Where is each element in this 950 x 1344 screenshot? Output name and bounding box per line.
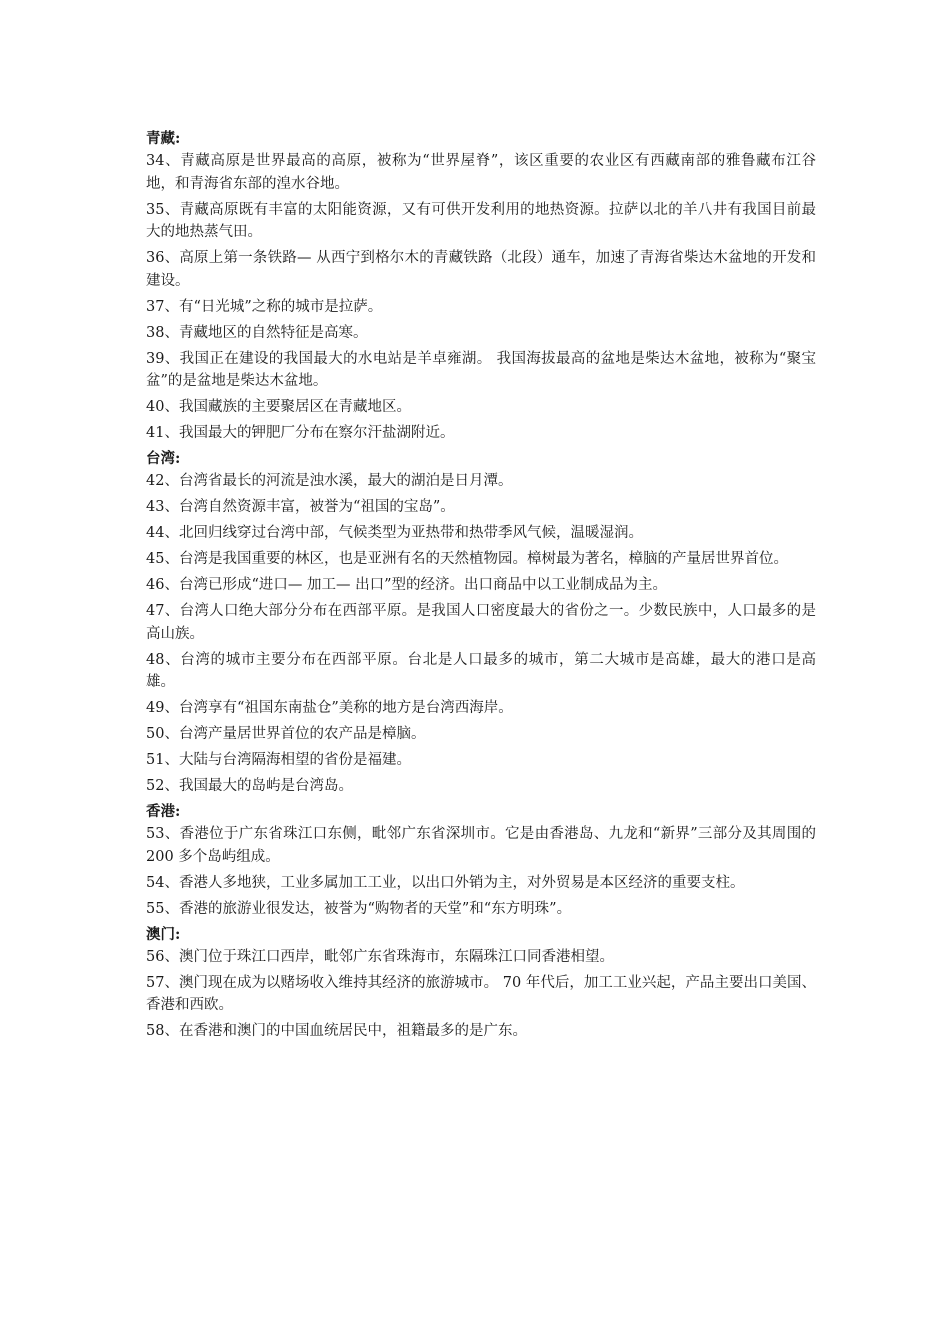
list-item: 55、香港的旅游业很发达，被誉为“购物者的天堂”和“东方明珠”。 bbox=[146, 900, 572, 917]
section-taiwan bbox=[146, 448, 816, 798]
section-heading: 澳门: bbox=[146, 925, 181, 943]
list-item: 36、高原上第一条铁路— 从西宁到格尔木的青藏铁路（北段）通车，加速了青海省柴达木盆地的开发和建设。 bbox=[146, 250, 816, 289]
list-item: 35、青藏高原既有丰富的太阳能资源，又有可供开发利用的地热资源。拉萨以北的羊八井有我国目前最大的地热蒸气田。 bbox=[146, 201, 816, 240]
section-heading: 香港: bbox=[146, 803, 181, 820]
section-qingzang bbox=[146, 128, 816, 445]
list-item: 41、我国最大的钾肥厂分布在察尔汗盐湖附近。 bbox=[146, 425, 455, 441]
list-item: 38、青藏地区的自然特征是高寒。 bbox=[146, 324, 368, 341]
list-item: 56、澳门位于珠江口西岸，毗邻广东省珠海市，东隔珠江口同香港相望。 bbox=[146, 948, 614, 965]
list-item: 43、台湾自然资源丰富，被誉为“祖国的宝岛”。 bbox=[146, 499, 455, 515]
section-heading: 青藏: bbox=[146, 130, 181, 147]
list-item: 45、台湾是我国重要的林区，也是亚洲有名的天然植物园。樟树最为著名，樟脑的产量居世界首位。 bbox=[146, 551, 788, 567]
section-heading: 台湾: bbox=[146, 450, 181, 467]
document-body bbox=[146, 128, 816, 1046]
list-item: 34、青藏高原是世界最高的高原，被称为“世界屋脊”，该区重要的农业区有西藏南部的雅鲁藏布江谷地，和青海省东部的湟水谷地。 bbox=[146, 153, 816, 192]
list-item: 40、我国藏族的主要聚居区在青藏地区。 bbox=[146, 399, 411, 415]
list-item: 57、澳门现在成为以赌场收入维持其经济的旅游城市。 70 年代后，加工工业兴起，产品主要出口美国、香港和西欧。 bbox=[146, 974, 816, 1013]
list-item: 46、台湾已形成“进口— 加工— 出口”型的经济。出口商品中以工业制成品为主。 bbox=[146, 577, 667, 593]
list-item: 44、北回归线穿过台湾中部，气候类型为亚热带和热带季风气候，温暖湿润。 bbox=[146, 525, 643, 541]
list-item: 49、台湾享有“祖国东南盐仓”美称的地方是台湾西海岸。 bbox=[146, 700, 513, 716]
list-item: 53、香港位于广东省珠江口东侧，毗邻广东省深圳市。它是由香港岛、九龙和“新界”三部分及其周围的 200 多个岛屿组成。 bbox=[146, 826, 816, 865]
list-item: 39、我国正在建设的我国最大的水电站是羊卓雍湖。 我国海拔最高的盆地是柴达木盆地，被称为“聚宝盆”的是盆地是柴达木盆地。 bbox=[146, 350, 816, 389]
list-item: 51、大陆与台湾隔海相望的省份是福建。 bbox=[146, 752, 411, 768]
list-item: 48、台湾的城市主要分布在西部平原。台北是人口最多的城市，第二大城市是高雄，最大的港口是高雄。 bbox=[146, 651, 816, 690]
list-item: 58、在香港和澳门的中国血统居民中，祖籍最多的是广东。 bbox=[146, 1023, 527, 1039]
list-item: 47、台湾人口绝大部分分布在西部平原。是我国人口密度最大的省份之一。少数民族中，人口最多的是高山族。 bbox=[146, 603, 816, 642]
section-macau bbox=[146, 924, 816, 1043]
list-item: 54、香港人多地狭，工业多属加工工业，以出口外销为主，对外贸易是本区经济的重要支柱。 bbox=[146, 874, 745, 891]
list-item: 52、我国最大的岛屿是台湾岛。 bbox=[146, 778, 353, 794]
list-item: 37、有“日光城”之称的城市是拉萨。 bbox=[146, 298, 383, 315]
list-item: 42、台湾省最长的河流是浊水溪，最大的湖泊是日月潭。 bbox=[146, 473, 513, 489]
list-item: 50、台湾产量居世界首位的农产品是樟脑。 bbox=[146, 726, 426, 742]
section-hongkong bbox=[146, 801, 816, 920]
